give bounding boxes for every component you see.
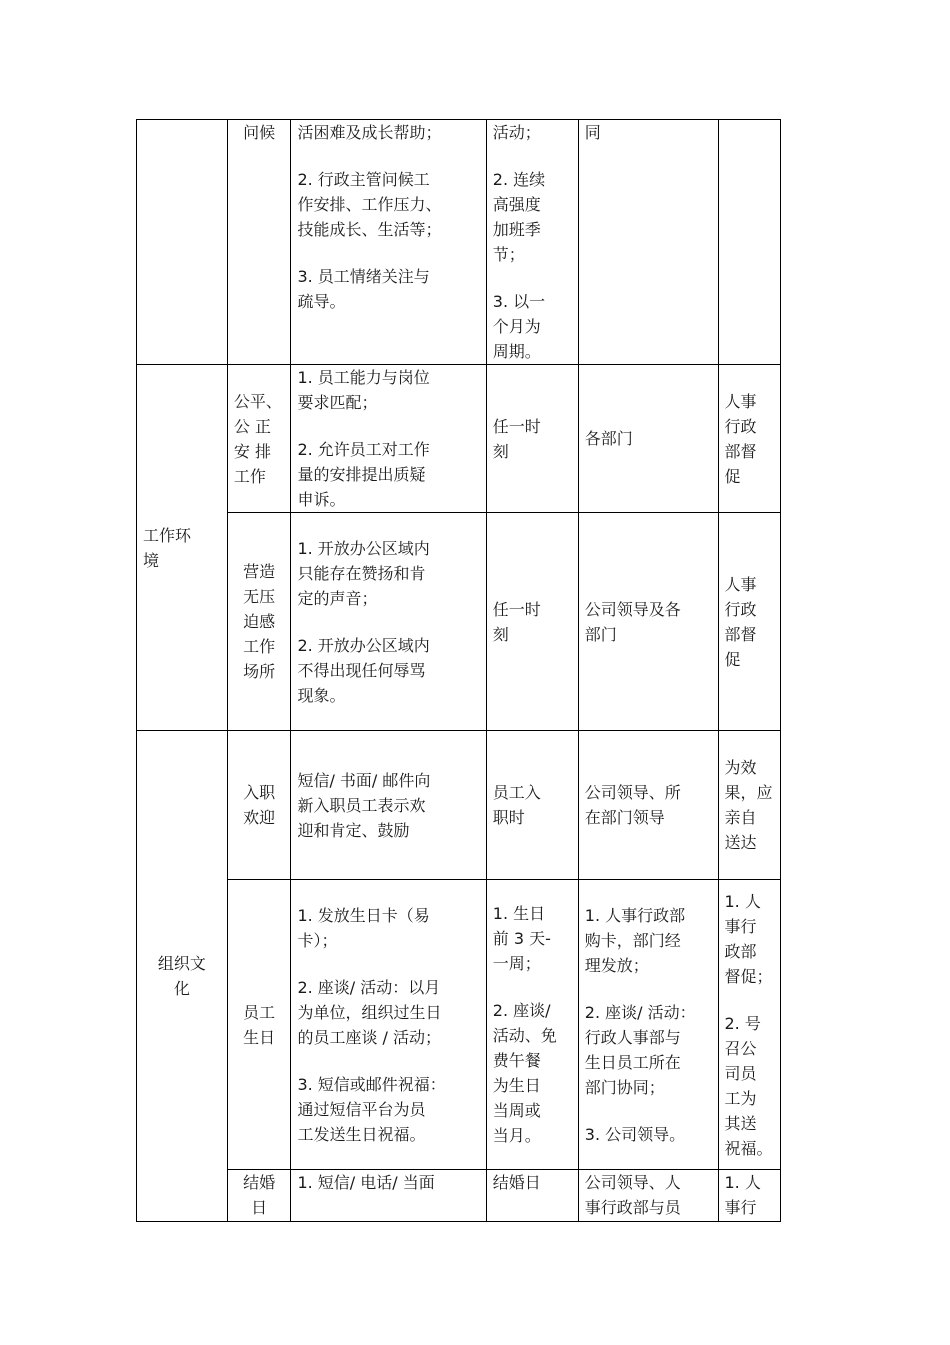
cell-text-line [297,611,479,633]
cell-text-line: 任一时 [492,416,541,436]
cell-text-line: 公 正 [233,416,271,436]
cell-text-line: 1. 发放生日卡（易 [297,905,430,925]
cell-text-line: 2. 座谈/ [492,1001,551,1020]
cell-text-line: 1. 生日 [492,904,546,923]
cell-text-line [297,415,479,437]
cell-text-line: 2. 开放办公区域内 [297,635,430,655]
cell-text-line: 高强度 [492,195,541,214]
cell-text-line: 问候 [243,123,276,142]
cell-text-line: 的员工座谈 / 活动； [297,1027,442,1047]
cell-text-line: 2. 号 [724,1013,761,1033]
cell-text-line: 工为 [724,1088,757,1108]
supervision-cell [718,880,781,1170]
item-cell [227,120,291,365]
cell-text-line: 员工 [243,1002,276,1022]
cell-text-line: 申诉。 [297,490,346,509]
item-cell [227,365,291,513]
cell-text-line: 化 [173,979,190,998]
time-cell [486,120,578,365]
time-cell [486,880,578,1170]
cell-text-line: 结婚 [243,1173,276,1192]
cell-text-line: 2. 座谈/ 活动： [584,1002,696,1022]
cell-text-line: 个月为 [492,317,541,336]
cell-text-line: 果，应 [724,783,773,802]
cell-text-line: 节； [492,245,525,264]
cell-text-line: 场所 [243,662,276,681]
cell-text-line: 促 [724,466,741,486]
cell-text-line: 无压 [243,587,276,606]
cell-text-line: 部门 [584,624,617,644]
supervision-cell [718,1170,781,1222]
content-cell [291,880,486,1170]
cell-text-line: 技能成长、生活等； [297,220,442,239]
cell-text-line [297,145,479,167]
cell-text-line [585,1100,712,1122]
cell-text-line: 境 [143,550,160,570]
document-table [136,119,781,1222]
cell-text-line: 理发放； [584,955,649,975]
cell-text-line: 任一时 [492,599,541,619]
cell-text-line: 人事 [724,574,757,594]
table-row-birthday [137,880,781,1170]
cell-text-line: 要求匹配； [297,393,378,412]
cell-text-line: 组织文 [157,954,206,973]
cell-text-line: 各部门 [584,429,633,448]
cell-text-line: 事行 [724,1198,757,1217]
item-cell [227,731,291,880]
cell-text-line: 新入职员工表示欢 [297,795,426,815]
cell-text-line: 行政 [724,416,757,436]
cell-text-line: 短信/ 书面/ 邮件向 [297,770,431,790]
cell-text-line: 1. 人 [724,1173,761,1192]
cell-text-line: 作安排、工作压力、 [297,195,442,214]
table-row-greeting [137,120,781,365]
cell-text-line: 迫感 [243,612,276,631]
cell-text-line: 公司领导及各 [584,599,681,619]
category-cell-organizational-culture [137,731,228,1222]
cell-text-line: 购卡，部门经 [584,930,681,950]
cell-text-line: 人事 [724,391,757,411]
cell-text-line: 当月。 [492,1126,541,1145]
responsible-cell [578,731,718,880]
cell-text-line: 前 3 天- [492,929,551,948]
responsible-cell [578,365,718,513]
cell-text-line: 2. 允许员工对工作 [297,440,430,459]
content-cell [291,120,486,365]
cell-text-line: 其送 [724,1113,757,1133]
category-cell-work-environment [137,365,228,731]
cell-text-line: 1. 人 [724,891,761,911]
cell-text-line [585,978,712,1000]
cell-text-line: 政部 [724,941,757,961]
cell-text-line: 1. 人事行政部 [584,905,686,925]
cell-text-line: 一周； [492,954,541,973]
cell-text-line: 营造 [243,562,276,581]
cell-text-line: 部督 [724,441,757,461]
cell-text-line: 3. 公司领导。 [584,1124,686,1144]
responsible-cell [578,1170,718,1222]
cell-text-line: 召公 [724,1038,757,1058]
supervision-cell [718,120,781,365]
item-cell [227,1170,291,1222]
cell-text-line: 公平、 [233,391,282,411]
cell-text-line: 生日 [243,1027,276,1047]
cell-text-line: 公司领导、人 [584,1173,681,1192]
content-cell [291,513,486,731]
cell-text-line [725,989,775,1011]
cell-text-line: 安 排 [233,441,271,461]
cell-text-line: 3. 短信或邮件祝福： [297,1074,446,1094]
supervision-cell [718,731,781,880]
content-cell [291,1170,486,1222]
table-row-fair-work [137,365,781,513]
cell-text-line: 部门协同； [584,1077,665,1097]
cell-text-line: 送达 [724,833,757,852]
cell-text-line: 司员 [724,1063,757,1083]
cell-text-line: 活困难及成长帮助； [297,123,442,142]
cell-text-line: 活动； [492,123,541,142]
responsible-cell [578,120,718,365]
time-cell [486,513,578,731]
cell-text-line: 只能存在赞扬和肯 [297,563,426,583]
cell-text-line: 为生日 [492,1076,541,1095]
table-row-onboarding [137,731,781,880]
cell-text-line [493,976,572,998]
table-row-wedding [137,1170,781,1222]
cell-text-line: 活动、免 [492,1026,557,1045]
time-cell [486,731,578,880]
supervision-cell [718,365,781,513]
cell-text-line: 部督 [724,624,757,644]
cell-text-line: 祝福。 [724,1138,773,1158]
cell-text-line [297,242,479,264]
cell-text-line: 行政人事部与 [584,1027,681,1047]
cell-text-line: 卡）； [297,930,338,950]
cell-text-line: 1. 员工能力与岗位 [297,368,430,387]
cell-text-line: 不得出现任何辱骂 [297,660,426,680]
cell-text-line [297,1050,479,1072]
cell-text-line: 在部门领导 [584,808,665,827]
cell-text-line: 当周或 [492,1101,541,1120]
cell-text-line: 1. 短信/ 电话/ 当面 [297,1173,435,1192]
cell-text-line: 事行政部与员 [584,1198,681,1217]
responsible-cell [578,880,718,1170]
supervision-cell [718,513,781,731]
cell-text-line [297,953,479,975]
cell-text-line: 2. 行政主管问候工 [297,170,430,189]
item-cell [227,880,291,1170]
cell-text-line: 为单位，组织过生日 [297,1002,442,1022]
cell-text-line: 工发送生日祝福。 [297,1124,426,1144]
content-cell [291,731,486,880]
cell-text-line: 3. 以一 [492,292,546,311]
cell-text-line [493,145,572,167]
cell-text-line: 费午餐 [492,1051,541,1070]
responsible-cell [578,513,718,731]
cell-text-line: 工作 [243,637,276,656]
cell-text-line: 公司领导、所 [584,783,681,802]
cell-text-line: 周期。 [492,342,541,361]
cell-text-line: 事行 [724,916,757,936]
cell-text-line: 工作环 [143,525,192,545]
cell-text-line: 生日员工所在 [584,1052,681,1072]
cell-text-line: 职时 [492,808,525,827]
cell-text-line: 刻 [492,441,509,461]
item-cell [227,513,291,731]
cell-text-line: 促 [724,649,741,669]
cell-text-line: 量的安排提出质疑 [297,465,426,484]
cell-text-line: 2. 座谈/ 活动：以月 [297,977,441,997]
time-cell [486,365,578,513]
cell-text-line: 督促； [724,966,773,986]
table-row-pressure-free [137,513,781,731]
cell-text-line: 日 [251,1198,268,1217]
cell-text-line: 结婚日 [492,1173,541,1192]
cell-text-line: 疏导。 [297,292,346,311]
cell-text-line: 工作 [233,466,266,486]
cell-text-line: 员工入 [492,783,541,802]
cell-text-line: 为效 [724,758,757,777]
cell-text-line: 入职 [243,783,276,802]
cell-text-line: 加班季 [492,220,541,239]
cell-text-line: 刻 [492,624,509,644]
cell-text-line: 3. 员工情绪关注与 [297,267,430,286]
cell-text-line: 定的声音； [297,588,378,608]
time-cell [486,1170,578,1222]
cell-text-line: 迎和肯定、鼓励 [297,820,410,840]
cell-text-line: 欢迎 [243,808,276,827]
category-cell-empty [137,120,228,365]
cell-text-line: 1. 开放办公区域内 [297,538,430,558]
cell-text-line: 通过短信平台为员 [297,1099,426,1119]
cell-text-line: 行政 [724,599,757,619]
cell-text-line: 现象。 [297,685,346,705]
content-cell [291,365,486,513]
cell-text-line [493,267,572,289]
cell-text-line: 亲自 [724,808,757,827]
cell-text-line: 同 [584,123,601,142]
cell-text-line: 2. 连续 [492,170,546,189]
